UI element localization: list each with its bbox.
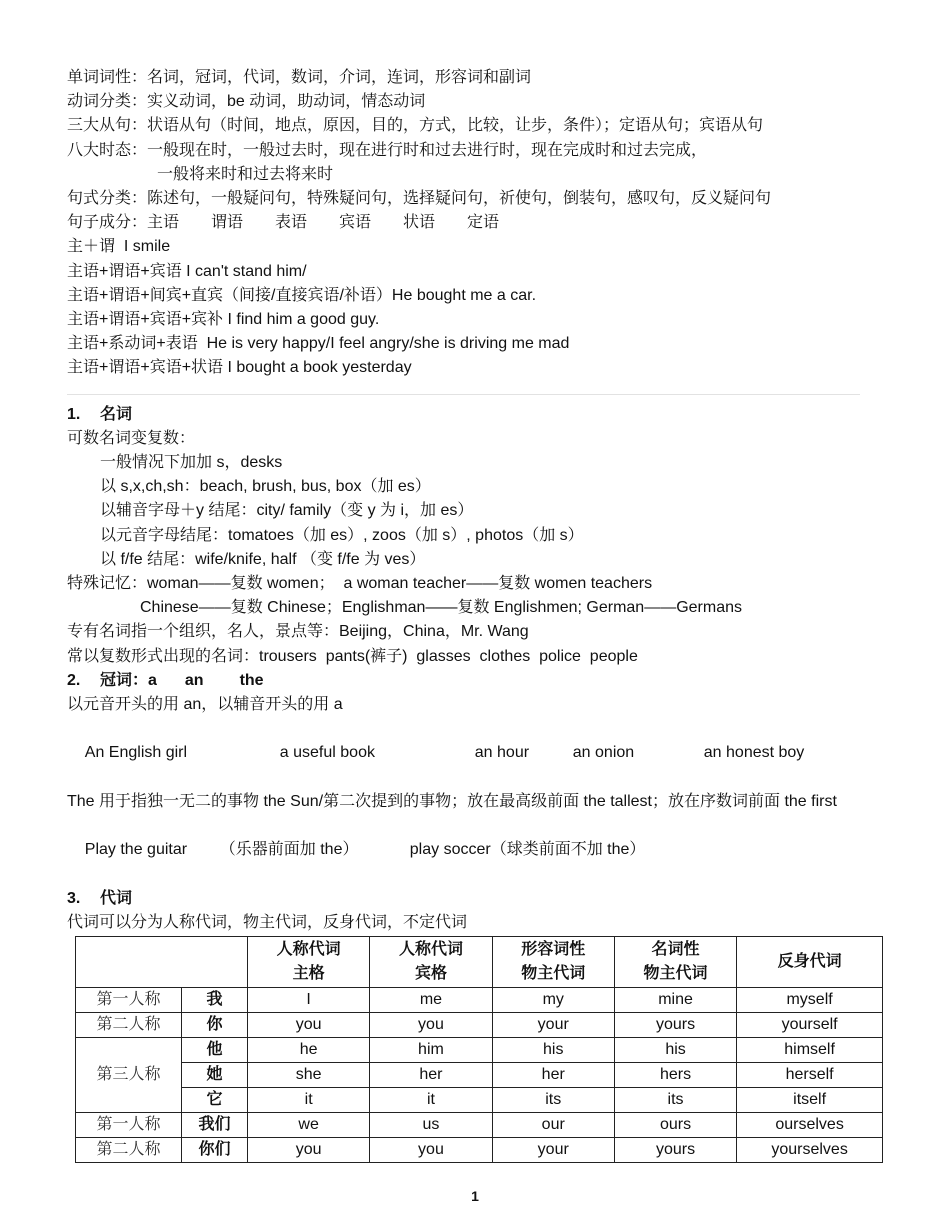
example: play soccer（球类前面不加 the）	[409, 841, 646, 859]
table-cell: she	[248, 1063, 370, 1088]
table-cell: yours	[614, 1138, 736, 1163]
example: an honest boy	[703, 744, 805, 762]
intro-line: 主语+谓语+间宾+直宾（间接/直接宾语/补语）He bought me a car.	[67, 286, 537, 304]
intro-line: 主语+谓语+宾语+宾补 I find him a good guy.	[67, 311, 380, 329]
section-title: 代词	[100, 889, 133, 907]
example: an onion	[572, 744, 635, 762]
table-cell: ourselves	[737, 1113, 883, 1138]
table-row	[76, 1063, 883, 1088]
table-cell: we	[248, 1113, 370, 1138]
table-cell: ours	[614, 1113, 736, 1138]
table-row	[76, 988, 883, 1013]
body-line: 以辅音字母＋y 结尾：city/ family（变 y 为 i，加 es）	[100, 502, 474, 520]
table-header-cell: 人称代词 宾格	[370, 937, 492, 988]
table-cell: mine	[614, 988, 736, 1013]
table-cell: you	[248, 1138, 370, 1163]
section-number: 1.	[67, 405, 81, 423]
body-line: 特殊记忆：woman——复数 women； a woman teacher——复数 women teachers	[67, 575, 653, 593]
section-number: 3.	[67, 889, 81, 907]
table-cell: it	[370, 1088, 492, 1113]
table-cell: its	[614, 1088, 736, 1113]
table-cell: his	[614, 1038, 736, 1063]
table-cell: me	[370, 988, 492, 1013]
table-cell: he	[248, 1038, 370, 1063]
table-cell: I	[248, 988, 370, 1013]
intro-line: 动词分类：实义动词，be 动词，助动词，情态动词	[67, 93, 426, 111]
chinese-pronoun-cell: 她	[182, 1063, 248, 1088]
table-cell: her	[492, 1063, 614, 1088]
intro-line: 主语+系动词+表语 He is very happy/I feel angry/she is driving me mad	[67, 335, 570, 353]
table-cell: its	[492, 1088, 614, 1113]
intro-line: 主语+谓语+宾语 I can't stand him/	[67, 262, 307, 280]
table-cell: my	[492, 988, 614, 1013]
body-line: Chinese——复数 Chinese；Englishman——复数 Englishmen; German——Germans	[140, 599, 742, 617]
person-cell: 第二人称	[76, 1013, 182, 1038]
intro-line: 句子成分：主语 谓语 表语 宾语 状语 定语	[67, 214, 500, 232]
table-cell: you	[248, 1013, 370, 1038]
body-line: 以元音字母结尾：tomatoes（加 es）, zoos（加 s）, photos（加 s）	[100, 526, 584, 544]
section-title-the: the	[239, 671, 264, 689]
example: Play the guitar	[84, 841, 188, 859]
intro-line: 句式分类：陈述句，一般疑问句，特殊疑问句，选择疑问句，祈使句，倒装句，感叹句，反义疑问句	[67, 190, 772, 208]
body-line: 代词可以分为人称代词，物主代词，反身代词，不定代词	[67, 913, 468, 931]
table-header-cell: 反身代词	[737, 937, 883, 988]
table-cell: you	[370, 1013, 492, 1038]
table-cell: yourselves	[737, 1138, 883, 1163]
intro-line: 三大从句：状语从句（时间，地点，原因，目的，方式，比较，让步，条件）；定语从句；宾语从句	[67, 117, 764, 135]
table-header-cell: 形容词性 物主代词	[492, 937, 614, 988]
table-header-cell: 名词性 物主代词	[614, 937, 736, 988]
section-title-an: an	[184, 671, 204, 689]
table-cell: himself	[737, 1038, 883, 1063]
table-row	[76, 1038, 883, 1063]
person-cell: 第二人称	[76, 1138, 182, 1163]
divider	[67, 394, 860, 395]
table-cell: herself	[737, 1063, 883, 1088]
person-cell: 第一人称	[76, 988, 182, 1013]
person-cell: 第一人称	[76, 1113, 182, 1138]
intro-line: 主语+谓语+宾语+状语 I bought a book yesterday	[67, 359, 412, 377]
body-line: 以 s,x,ch,sh：beach, brush, bus, box（加 es）	[100, 478, 431, 496]
table-cell: yours	[614, 1013, 736, 1038]
section-heading-pronouns	[67, 887, 887, 911]
chinese-pronoun-cell: 你们	[182, 1138, 248, 1163]
table-row	[76, 1138, 883, 1163]
body-line: The 用于指独一无二的事物 the Sun/第二次提到的事物；放在最高级前面 the tallest；放在序数词前面 the first	[67, 792, 837, 810]
section-number: 2.	[67, 671, 81, 689]
table-cell: your	[492, 1013, 614, 1038]
chinese-pronoun-cell: 你	[182, 1013, 248, 1038]
body-line: 专有名词指一个组织，名人，景点等：Beijing，China，Mr. Wang	[67, 623, 529, 641]
page-number: 1	[471, 1188, 479, 1204]
table-cell: it	[248, 1088, 370, 1113]
chinese-pronoun-cell: 他	[182, 1038, 248, 1063]
example: a useful book	[279, 744, 375, 762]
table-cell: itself	[737, 1088, 883, 1113]
pronoun-table	[75, 936, 883, 1163]
example-note: （乐器前面加 the）	[219, 841, 359, 859]
table-cell: us	[370, 1113, 492, 1138]
body-line: 以元音开头的用 an，以辅音开头的用 a	[67, 696, 343, 714]
person-cell: 第三人称	[76, 1038, 182, 1113]
table-header-row	[76, 937, 883, 988]
example: an hour	[474, 744, 530, 762]
table-header-cell: 人称代词 主格	[248, 937, 370, 988]
intro-line: 一般将来时和过去将来时	[157, 165, 334, 183]
table-row	[76, 1013, 883, 1038]
section-heading-articles	[67, 669, 887, 693]
table-cell: hers	[614, 1063, 736, 1088]
section-title: 名词	[100, 405, 133, 423]
table-cell: myself	[737, 988, 883, 1013]
chinese-pronoun-cell: 我	[182, 988, 248, 1013]
intro-line: 八大时态：一般现在时，一般过去时，现在进行时和过去进行时，现在完成时和过去完成，	[67, 141, 708, 159]
body-line	[67, 814, 887, 887]
table-cell: you	[370, 1138, 492, 1163]
table-cell: your	[492, 1138, 614, 1163]
section-heading-nouns	[67, 403, 887, 427]
table-cell: her	[370, 1063, 492, 1088]
article-examples	[67, 717, 887, 790]
table-cell: his	[492, 1038, 614, 1063]
document-page	[67, 66, 887, 935]
section-title: 冠词：a	[100, 671, 157, 689]
example: An English girl	[84, 744, 188, 762]
table-cell: him	[370, 1038, 492, 1063]
table-cell: yourself	[737, 1013, 883, 1038]
table-row	[76, 1088, 883, 1113]
table-row	[76, 1113, 883, 1138]
table-corner-cell	[76, 937, 248, 988]
body-line: 常以复数形式出现的名词：trousers pants(裤子) glasses clothes police people	[67, 647, 638, 665]
body-line: 一般情况下加加 s，desks	[100, 454, 283, 472]
intro-line: 主＋谓 I smile	[67, 238, 171, 256]
chinese-pronoun-cell: 它	[182, 1088, 248, 1113]
body-line: 可数名词变复数：	[67, 429, 196, 447]
chinese-pronoun-cell: 我们	[182, 1113, 248, 1138]
intro-line: 单词词性：名词，冠词，代词，数词，介词，连词，形容词和副词	[67, 69, 532, 86]
body-line: 以 f/fe 结尾：wife/knife, half （变 f/fe 为 ves）	[100, 550, 426, 568]
table-cell: our	[492, 1113, 614, 1138]
